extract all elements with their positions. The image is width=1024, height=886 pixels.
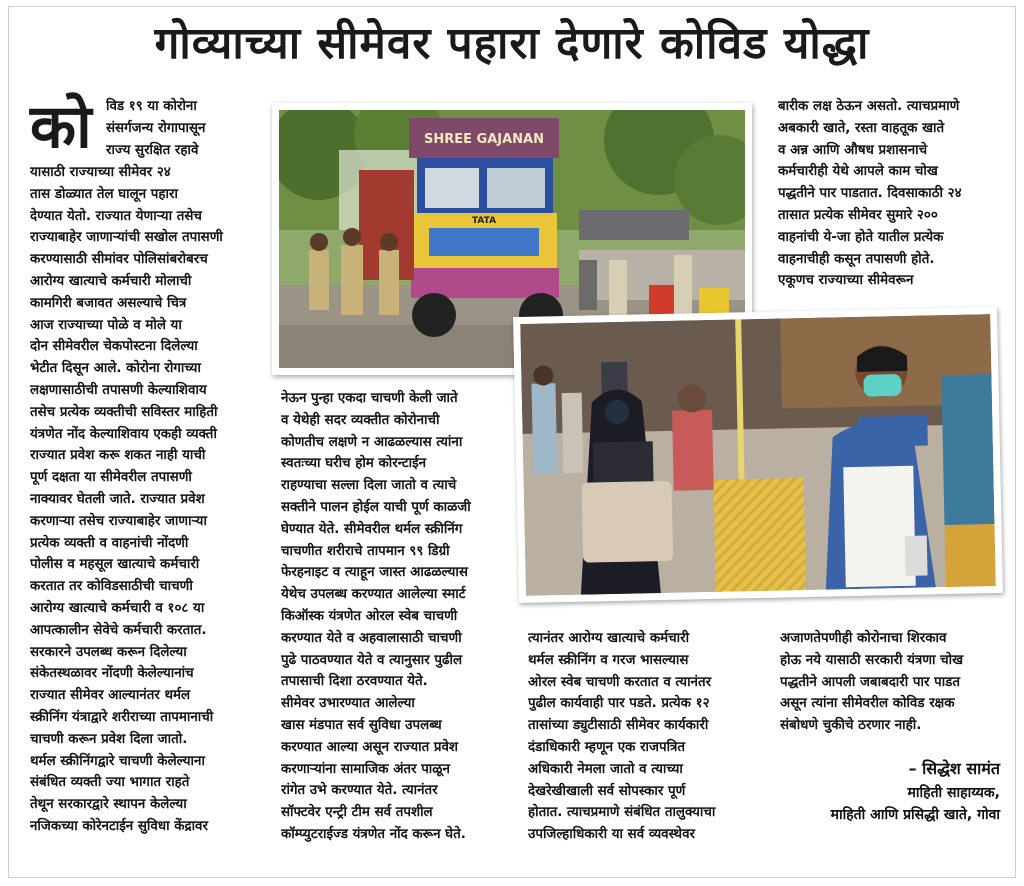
text-line: भेटीत दिसून आले. कोरोना रोगाच्या <box>30 361 201 377</box>
text-line: थर्मल स्क्रीनिंगद्वारे चाचणी केलेल्याना <box>30 753 205 769</box>
text-line: नजिकच्या कोरेनटाईन सुविधा केंद्रावर <box>30 818 208 834</box>
text-line: पद्धतीने आपली जबाबदारी पार पाडत <box>780 674 960 690</box>
text-line: पूर्ण दक्षता या सीमेवरील तपासणी <box>30 470 192 486</box>
truck-brand-text: TATA <box>471 216 497 226</box>
text-line: सक्तीने पालन होईल याची पूर्ण काळजी <box>281 499 471 515</box>
text-line: स्क्रीनिंग यंत्राद्वारे शरीराच्या तापमानाची <box>30 709 214 725</box>
text-line: तासात प्रत्येक सीमेवर सुमारे २०० <box>778 207 938 223</box>
text-line: करण्यासाठी सीमांवर पोलिसांबरोबरच <box>30 252 208 268</box>
text-line: बारीक लक्ष ठेऊन असतो. त्याचप्रमाणे <box>778 99 960 114</box>
text-line: तासांच्या ड्युटीसाठी सीमेवर कार्यकारी <box>528 718 709 734</box>
text-line: आज राज्याच्या पोळे व मोले या <box>30 317 182 333</box>
text-line: स्वतःच्या घरीच होम कोरन्टाईन <box>281 456 427 472</box>
text-line: असून त्यांना सीमेवरील कोविड रक्षक <box>780 696 955 712</box>
text-line: आरोग्य खात्याचे कर्मचारी मोलाची <box>30 273 192 289</box>
text-line: सरकारने उपलब्ध करून दिलेल्या <box>30 644 187 660</box>
text-line: कामगिरी बजावत असल्याचे चित्र <box>30 295 187 311</box>
byline-department: माहिती आणि प्रसिद्धी खाते, गोवा <box>830 807 1000 823</box>
text-line: पोलीस व महसूल खात्याचे कर्मचारी <box>30 557 200 573</box>
text-line: पुढे पाठवण्यात येते व त्यानुसार पुढील <box>281 652 463 668</box>
text-line: तेथून सरकारद्वारे स्थापन केलेल्या <box>30 797 187 813</box>
text-line: यंत्रणेत नोंद केल्याशिवाय एकही व्यक्ती <box>30 426 217 442</box>
text-line: व येथेही सदर व्यक्तीत कोरोनाची <box>281 412 440 428</box>
text-line: किऑस्क यंत्रणेत ओरल स्वेब चाचणी <box>281 608 458 624</box>
headline: गोव्याच्या सीमेवर पहारा देणारे कोविड योद्धा <box>154 18 870 69</box>
text-line: थर्मल स्क्रीनिंग व गरज भासल्यास <box>528 652 689 668</box>
text-line: दोन सीमेवरील चेकपोस्टना दिलेल्या <box>30 339 198 355</box>
text-line: आपत्कालीन सेवेचे कर्मचारी करतात. <box>30 622 207 638</box>
text-line: पद्धतीने पार पाडतात. दिवसाकाठी २४ <box>778 186 962 202</box>
text-line: विड १९ या कोरोना <box>106 99 197 114</box>
text-line: ओरल स्वेब चाचणी करतात व त्यानंतर <box>528 674 712 690</box>
text-line: राज्यात प्रवेश करू शकत नाही याची <box>30 448 206 464</box>
text-line: सॉफ्टवेर एन्ट्री टीम सर्व तपशील <box>281 805 433 821</box>
text-line: कॉम्प्युटराईज्ड यंत्रणेत नोंद करून घेते. <box>281 826 466 842</box>
text-line: करण्यात आल्या असून राज्यात प्रवेश <box>281 739 459 755</box>
text-line: प्रत्येक व्यक्ती व वाहनांची नोंदणी <box>30 535 189 551</box>
text-line: येथेच उपलब्ध करण्यात आलेल्या स्मार्ट <box>281 587 466 603</box>
text-line: यासाठी राज्याच्या सीमेवर २४ <box>30 165 171 180</box>
text-line: करतात तर कोविडसाठीची चाचणी <box>30 579 193 595</box>
text-line: संकेतस्थळावर नोंदणी केलेल्यानांच <box>30 666 194 682</box>
text-line: करण्यात येते व अहवालासाठी चाचणी <box>281 630 462 646</box>
byline-role: माहिती साहाय्यक, <box>907 785 1000 801</box>
text-line: अजाणतेपणीही कोरोनाचा शिरकाव <box>780 631 947 646</box>
text-line: एकूणच राज्याच्या सीमेवरून <box>778 273 914 289</box>
text-line: आरोग्य खात्याचे कर्मचारी व १०८ या <box>30 600 205 616</box>
text-line: कर्मचारीही येथे आपले काम चोख <box>778 164 938 180</box>
column-2-text <box>281 388 521 846</box>
text-line: देखरेखीखाली सर्व सोपस्कार पूर्ण <box>528 783 686 799</box>
text-line: नेऊन पुन्हा एकदा चाचणी केली जाते <box>281 391 458 406</box>
text-line: कोणतीच लक्षणे न आढळल्यास त्यांना <box>281 434 463 450</box>
text-line: सीमेवर उभारण्यात आलेल्या <box>281 696 415 712</box>
text-line: करणाऱ्यांना सामाजिक अंतर पाळून <box>281 761 450 777</box>
text-line: अबकारी खाते, रस्ता वाहतूक खाते <box>778 120 945 136</box>
column-3-text <box>528 628 768 846</box>
text-line: संबोधणे चुकीचे ठरणार नाही. <box>780 718 922 734</box>
text-line: राज्यात सीमेवर आल्यानंतर थर्मल <box>30 688 191 704</box>
text-line: राज्याबाहेर जाणाऱ्यांची सखोल तपासणी <box>30 230 223 246</box>
text-line: लक्षणासाठीची तपासणी केल्याशिवाय <box>30 382 207 398</box>
text-line: फेरहनाइट व त्याहून जास्त आढळल्यास <box>281 565 468 581</box>
text-line: करणाऱ्या तसेच राज्याबाहेर जाणाऱ्या <box>30 513 207 529</box>
text-line: त्यानंतर आरोग्य खात्याचे कर्मचारी <box>528 631 690 646</box>
text-line: संबंधित व्यक्ती ज्या भागात राहते <box>30 775 190 791</box>
text-line: राहण्याचा सल्ला दिला जातो व त्याचे <box>281 478 457 494</box>
text-line: रांगेत उभे करण्यात येते. त्यानंतर <box>281 783 438 799</box>
text-line: चाचणीत शरीराचे तापमान ९९ डिग्री <box>281 543 450 559</box>
text-line: वाहनाचीही कसून तपासणी होते. <box>778 251 935 267</box>
text-line: वाहनांची ये-जा होते यातील प्रत्येक <box>778 229 944 245</box>
text-line: तसेच प्रत्येक व्यक्तीची सविस्तर माहिती <box>30 404 218 420</box>
text-line: तास डोळ्यात तेल घालून पहारा <box>30 186 178 202</box>
text-line: पुढील कार्यवाही पार पडते. प्रत्येक १२ <box>528 696 710 712</box>
truck-sign-text: SHREE GAJANAN <box>424 132 544 147</box>
column-1-intro <box>106 96 276 161</box>
text-line: नाक्यावर घेतली जाते. राज्यात प्रवेश <box>30 491 205 507</box>
text-line: संसर्गजन्य रोगापासून <box>106 120 206 136</box>
text-line: घेण्यात येते. सीमेवरील थर्मल स्क्रीनिंग <box>281 521 463 537</box>
text-line: होऊ नये यासाठी सरकारी यंत्रणा चोख <box>780 652 964 668</box>
column-4-text-bottom <box>780 628 1010 737</box>
text-line: राज्य सुरक्षित रहावे <box>106 142 199 158</box>
text-line: देण्यात येतो. राज्यात येणाऱ्या तसेच <box>30 208 202 224</box>
text-line: तपासाची दिशा ठरवण्यात येते. <box>281 674 428 690</box>
drop-cap: को <box>30 92 92 162</box>
byline-author: – सिद्धेश सामंत <box>908 759 1000 778</box>
text-line: उपजिल्हाधिकारी या सर्व व्यवस्थेवर <box>528 827 696 843</box>
text-line: दंडाधिकारी म्हणून एक राजपत्रित <box>528 739 686 755</box>
column-4-text-top <box>778 96 1008 292</box>
text-line: खास मंडपात सर्व सुविधा उपलब्ध <box>281 717 442 733</box>
text-line: अधिकारी नेमला जातो व त्याच्या <box>528 761 683 777</box>
text-line: चाचणी करून प्रवेश दिला जातो. <box>30 731 188 747</box>
text-line: होतात. त्याचप्रमाणे संबंधित तालुक्याचा <box>528 805 716 821</box>
screening-scene-image <box>520 314 996 596</box>
photo-health-screening <box>513 307 1003 603</box>
column-1-text <box>30 162 276 838</box>
text-line: व अन्न आणि औषध प्रशासनाचे <box>778 142 928 158</box>
